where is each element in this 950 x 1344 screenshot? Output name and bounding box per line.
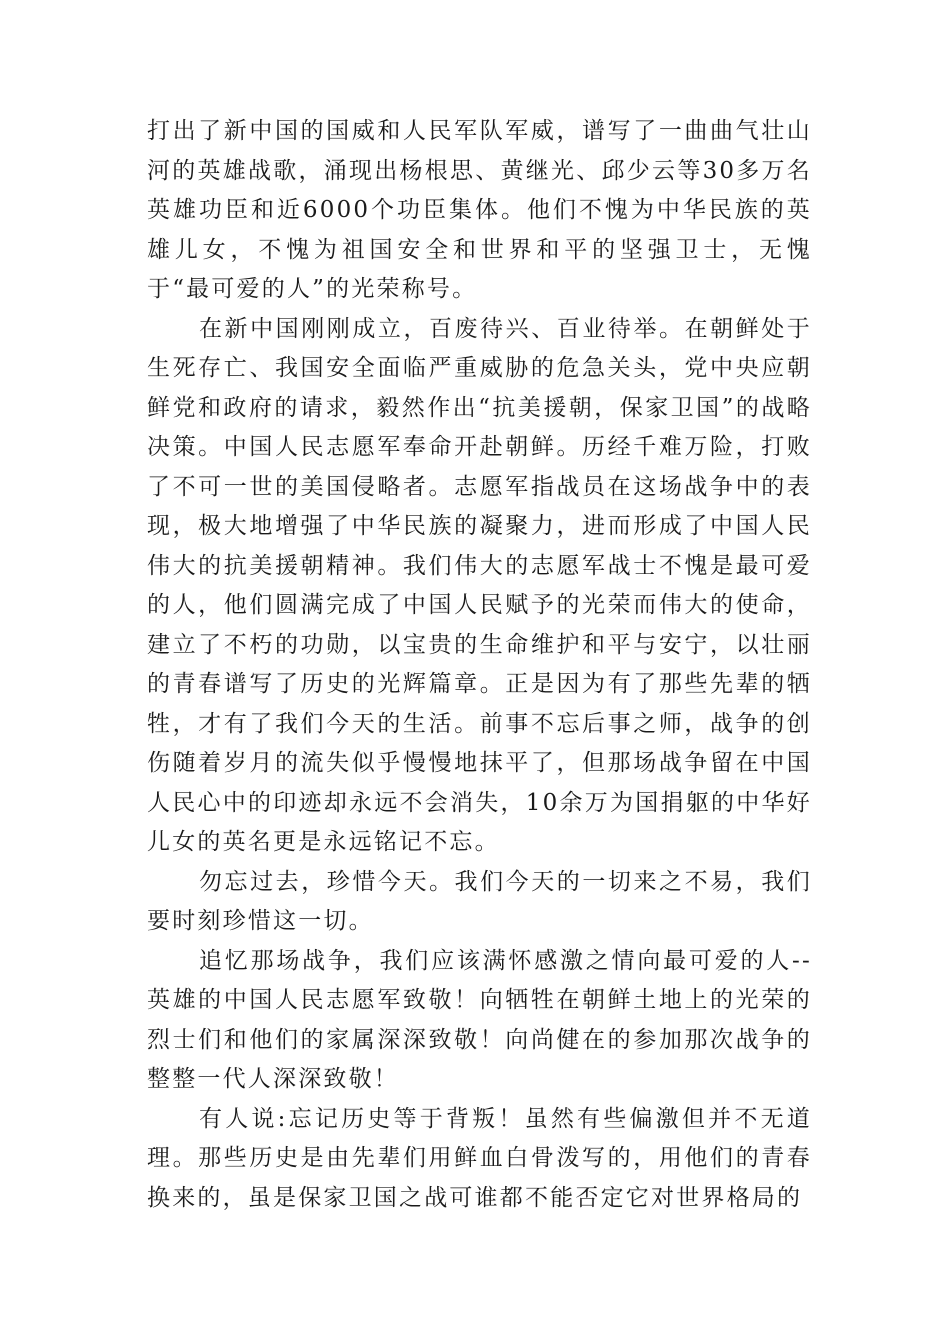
- paragraph-3: 勿忘过去，珍惜今天。我们今天的一切来之不易，我们要时刻珍惜这一切。: [147, 868, 812, 934]
- paragraph-2: 在新中国刚刚成立，百废待兴、百业待举。在朝鲜处于生死存亡、我国安全面临严重威胁的危急关头，党中央应朝鲜党和政府的请求，毅然作出“抗美援朝，保家卫国”的战略决策。中国人民志愿军奉命开赴朝鲜。历经千难万险，打败了不可一世的美国侵略者。志愿军指战员在这场战争中的表现，极大地增强了中华民族的凝聚力，进而形成了中国人民伟大的抗美援朝精神。我们伟大的志愿军战士不愧是最可爱的人，他们圆满完成了中国人民赋予的光荣而伟大的使命，建立了不朽的功勋，以宝贵的生命维护和平与安宁，以壮丽的青春谱写了历史的光辉篇章。正是因为有了那些先辈的牺牲，才有了我们今天的生活。前事不忘后事之师，战争的创伤随着岁月的流失似乎慢慢地抹平了，但那场战争留在中国人民心中的印迹却永远不会消失，10余万为国捐躯的中华好儿女的英名更是永远铭记不忘。: [147, 315, 812, 855]
- paragraph-5: 有人说:忘记历史等于背叛！虽然有些偏激但并不无道理。那些历史是由先辈们用鲜血白骨泼写的，用他们的青春换来的，虽是保家卫国之战可谁都不能否定它对世界格局的: [147, 1105, 812, 1211]
- document-body: [147, 112, 812, 1218]
- paragraph-1: 打出了新中国的国威和人民军队军威，谱写了一曲曲气壮山河的英雄战歌，涌现出杨根思、黄继光、邱少云等30多万名英雄功臣和近6000个功臣集体。他们不愧为中华民族的英雄儿女，不愧为祖国安全和世界和平的坚强卫士，无愧于“最可爱的人”的光荣称号。: [147, 118, 812, 302]
- paragraph-4: 追忆那场战争，我们应该满怀感激之情向最可爱的人--英雄的中国人民志愿军致敬！向牺牲在朝鲜土地上的光荣的烈士们和他们的家属深深致敬！向尚健在的参加那次战争的整整一代人深深致敬！: [147, 947, 812, 1092]
